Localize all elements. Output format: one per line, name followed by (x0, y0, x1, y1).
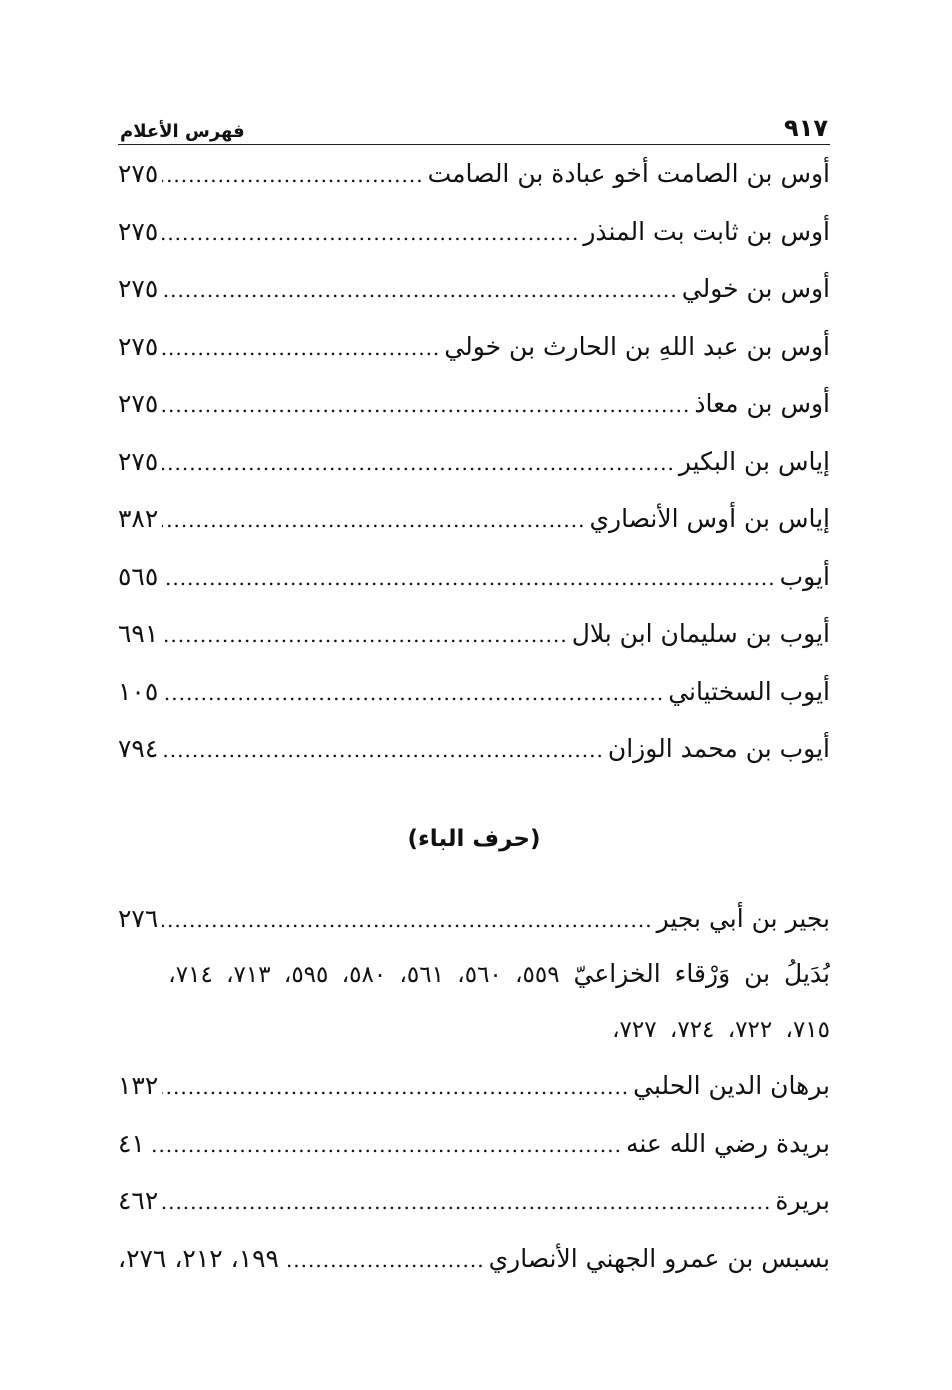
dot-leader (162, 1174, 771, 1230)
entry-page-ref: ٢٧٥ (118, 159, 159, 188)
dot-leader (162, 205, 579, 261)
index-entry (118, 720, 830, 778)
entry-page-ref: ٧٩٤ (118, 734, 159, 763)
entry-name: أيوب بن سليمان ابن بلال (571, 619, 830, 648)
index-entry (118, 318, 830, 376)
entry-page-ref: ٣٨٢ (118, 504, 159, 533)
entry-page-ref: ٢٧٥ (118, 331, 159, 361)
index-entry (118, 375, 830, 433)
index-entry (118, 605, 830, 663)
entry-name: أوس بن خولي (681, 274, 830, 303)
dot-leader (162, 1059, 629, 1115)
section-heading: (حرف الباء) (407, 825, 541, 852)
dot-leader (162, 892, 652, 948)
index-entries-alif (118, 145, 830, 778)
index-entry (118, 433, 830, 491)
entry-name: إياس بن البكير (678, 446, 830, 476)
index-entry (118, 145, 830, 203)
index-entry (118, 890, 830, 948)
entry-page-ref: ٥٦٥ (118, 561, 159, 591)
index-entry (118, 1230, 830, 1288)
page-number: ٩١٧ (784, 114, 828, 142)
entry-page-ref: ١٣٢ (118, 1071, 159, 1100)
entry-name: برهان الدين الحلبي (633, 1071, 830, 1100)
index-entry (118, 1115, 830, 1173)
index-entry (118, 260, 830, 318)
dot-leader (283, 1232, 485, 1288)
entry-page-ref: ١٩٩، ٢١٢، ٢٧٦، (118, 1243, 279, 1273)
dot-leader (162, 435, 675, 491)
entry-page-ref: ٢٧٥ (118, 216, 159, 246)
entry-page-refs: ٥٥٩، ٥٦٠، ٥٦١، ٥٨٠، ٥٩٥، ٧١٣، ٧١٤، ٧١٥، ٧٢٢، ٧٢٤، ٧٢٧، (168, 962, 830, 1043)
index-entry (118, 1172, 830, 1230)
entry-name: بجير بن أبي بجير (656, 903, 830, 933)
index-entry (118, 203, 830, 261)
entry-page-ref: ٢٧٦ (118, 903, 159, 933)
entry-name: بريدة رضي الله عنه (625, 1128, 830, 1158)
entry-page-ref: ٢٧٥ (118, 446, 159, 476)
entry-page-ref: ٢٧٥ (118, 389, 159, 418)
dot-leader (162, 377, 690, 433)
entry-name: أيوب (779, 561, 830, 591)
entry-page-ref: ١٠٥ (118, 676, 159, 706)
dot-leader (162, 262, 677, 318)
dot-leader (149, 1117, 622, 1173)
entry-page-ref: ٦٩١ (118, 619, 159, 648)
index-page (118, 108, 830, 1287)
entry-name: أوس بن معاذ (694, 389, 830, 418)
entry-name: أوس بن عبد اللهِ بن الحارث بن خولي (444, 331, 830, 361)
dot-leader (162, 492, 585, 548)
dot-leader (162, 550, 775, 606)
index-entries-ba (118, 890, 830, 1288)
entry-page-ref: ٤١ (118, 1128, 145, 1158)
index-entry (118, 663, 830, 721)
entry-name: إياس بن أوس الأنصاري (589, 504, 830, 533)
dot-leader (162, 147, 423, 203)
entry-name: أيوب السختياني (668, 676, 830, 706)
dot-leader (162, 320, 440, 376)
entry-page-ref: ٤٦٢ (118, 1186, 159, 1215)
dot-leader (162, 607, 567, 663)
index-entry (118, 548, 830, 606)
entry-page-ref: ٢٧٥ (118, 274, 159, 303)
entry-name: أيوب بن محمد الوزان (607, 734, 830, 763)
dot-leader (162, 665, 664, 721)
index-entry (118, 490, 830, 548)
entry-name: بُدَيلُ بن وَرْقاء الخزاعيّ (573, 959, 830, 988)
index-entry (118, 1057, 830, 1115)
page-header (118, 108, 830, 145)
entry-name: أوس بن الصامت أخو عبادة بن الصامت (427, 159, 830, 188)
dot-leader (162, 722, 604, 778)
entry-name: أوس بن ثابت بت المنذر (583, 216, 830, 246)
running-title: فهرس الأعلام (120, 121, 245, 142)
entry-name: بريرة (775, 1186, 830, 1215)
entry-name: بسبس بن عمرو الجهني الأنصاري (488, 1243, 830, 1273)
index-entry-multiline (118, 947, 830, 1057)
